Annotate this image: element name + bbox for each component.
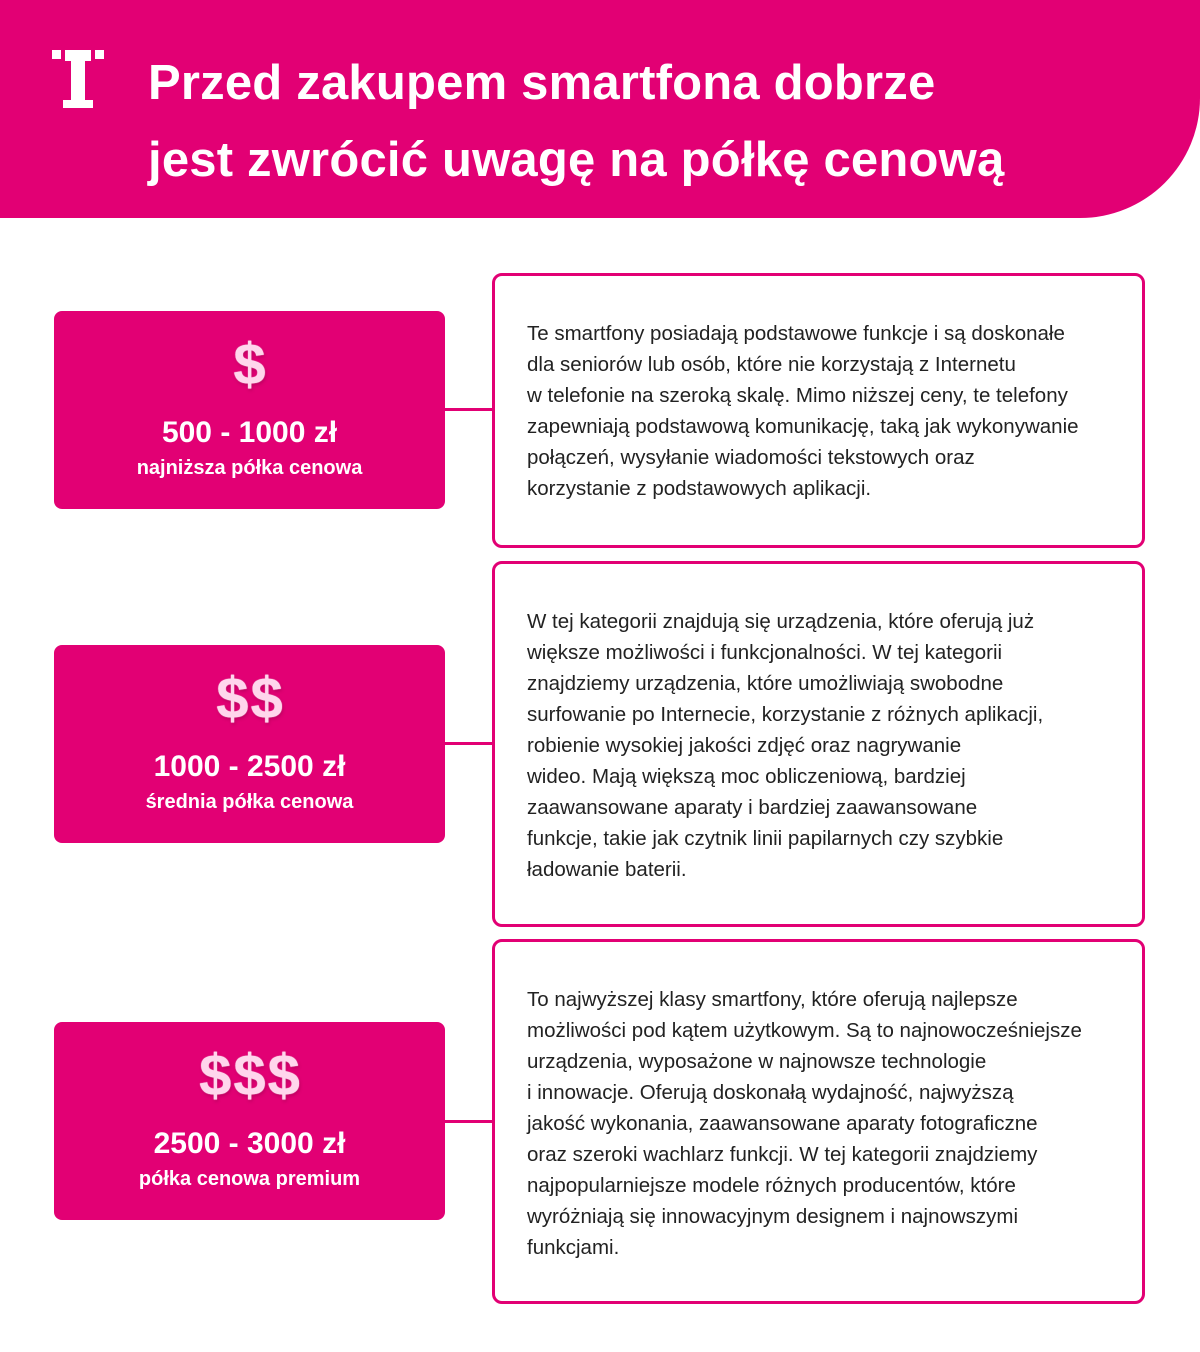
tier-description-box	[492, 273, 1145, 548]
tier-description-box	[492, 561, 1145, 927]
tier-description	[527, 318, 1137, 504]
dollar-icon: $	[267, 1043, 300, 1108]
description-line: zaawansowane aparaty i bardziej zaawansowane	[527, 796, 978, 819]
description-line: surfowanie po Internecie, korzystanie z różnych aplikacji,	[527, 703, 1044, 726]
tier-box-premium	[54, 1022, 445, 1220]
tier-label: średnia półka cenowa	[145, 791, 354, 813]
tier-label: półka cenowa premium	[138, 1168, 361, 1190]
tier-box-mid	[54, 645, 445, 843]
tier-price-range: 1000 - 2500 zł	[153, 750, 346, 783]
dollar-icon-group	[54, 332, 445, 397]
dollar-icon: $	[216, 666, 249, 731]
dollar-icon: $	[250, 666, 283, 731]
description-line: korzystanie z podstawowych aplikacji.	[527, 477, 872, 500]
description-line: zapewniają podstawową komunikację, taką jak wykonywanie	[527, 415, 1079, 438]
description-line: W tej kategorii znajdują się urządzenia, które oferują już	[527, 610, 1035, 633]
description-line: robienie wysokiej jakości zdjęć oraz nagrywanie	[527, 734, 962, 757]
dollar-icon-group	[54, 1043, 445, 1108]
description-line: urządzenia, wyposażone w najnowsze technologie	[527, 1050, 987, 1073]
description-line: możliwości pod kątem użytkowym. Są to najnowocześniejsze	[527, 1019, 1082, 1042]
description-line: i innowacje. Oferują doskonałą wydajność, najwyższą	[527, 1081, 1014, 1104]
dollar-icon: $	[233, 332, 266, 397]
title-line: jest zwrócić uwagę na półkę cenową	[148, 133, 1005, 187]
description-line: funkcjami.	[527, 1236, 620, 1259]
description-line: wideo. Mają większą moc obliczeniową, bardziej	[527, 765, 966, 788]
description-line: funkcje, takie jak czytnik linii papilarnych czy szybkie	[527, 827, 1004, 850]
header-banner	[0, 0, 1200, 218]
description-line: Te smartfony posiadają podstawowe funkcje i są doskonałe	[527, 322, 1065, 345]
description-line: ładowanie baterii.	[527, 858, 687, 881]
dollar-icon-group	[54, 666, 445, 731]
title-line: Przed zakupem smartfona dobrze	[148, 56, 936, 110]
tier-label: najniższa półka cenowa	[136, 457, 363, 479]
page-title	[148, 45, 1148, 199]
description-line: znajdziemy urządzenia, które umożliwiają swobodne	[527, 672, 1004, 695]
description-line: wyróżniają się innowacyjnym designem i najnowszymi	[527, 1205, 1019, 1228]
description-line: połączeń, wysyłanie wiadomości tekstowych oraz	[527, 446, 975, 469]
description-line: jakość wykonania, zaawansowane aparaty fotograficzne	[527, 1112, 1038, 1135]
description-line: oraz szeroki wachlarz funkcji. W tej kategorii znajdziemy	[527, 1143, 1038, 1166]
dollar-icon: $	[233, 1043, 266, 1108]
connector-line	[445, 408, 492, 411]
tier-description	[527, 606, 1137, 885]
telekom-t-icon	[52, 50, 104, 108]
description-line: To najwyższej klasy smartfony, które oferują najlepsze	[527, 988, 1018, 1011]
tier-price-range: 500 - 1000 zł	[161, 416, 338, 449]
connector-line	[445, 1120, 492, 1123]
tier-price-range: 2500 - 3000 zł	[153, 1127, 346, 1160]
tier-description	[527, 984, 1137, 1263]
description-line: najpopularniejsze modele różnych producentów, które	[527, 1174, 1016, 1197]
description-line: w telefonie na szeroką skalę. Mimo niższej ceny, te telefony	[527, 384, 1068, 407]
dollar-icon: $	[199, 1043, 232, 1108]
connector-line	[445, 742, 492, 745]
description-line: większe możliwości i funkcjonalności. W tej kategorii	[527, 641, 1003, 664]
description-line: dla seniorów lub osób, które nie korzystają z Internetu	[527, 353, 1016, 376]
tier-description-box	[492, 939, 1145, 1304]
tier-box-low	[54, 311, 445, 509]
